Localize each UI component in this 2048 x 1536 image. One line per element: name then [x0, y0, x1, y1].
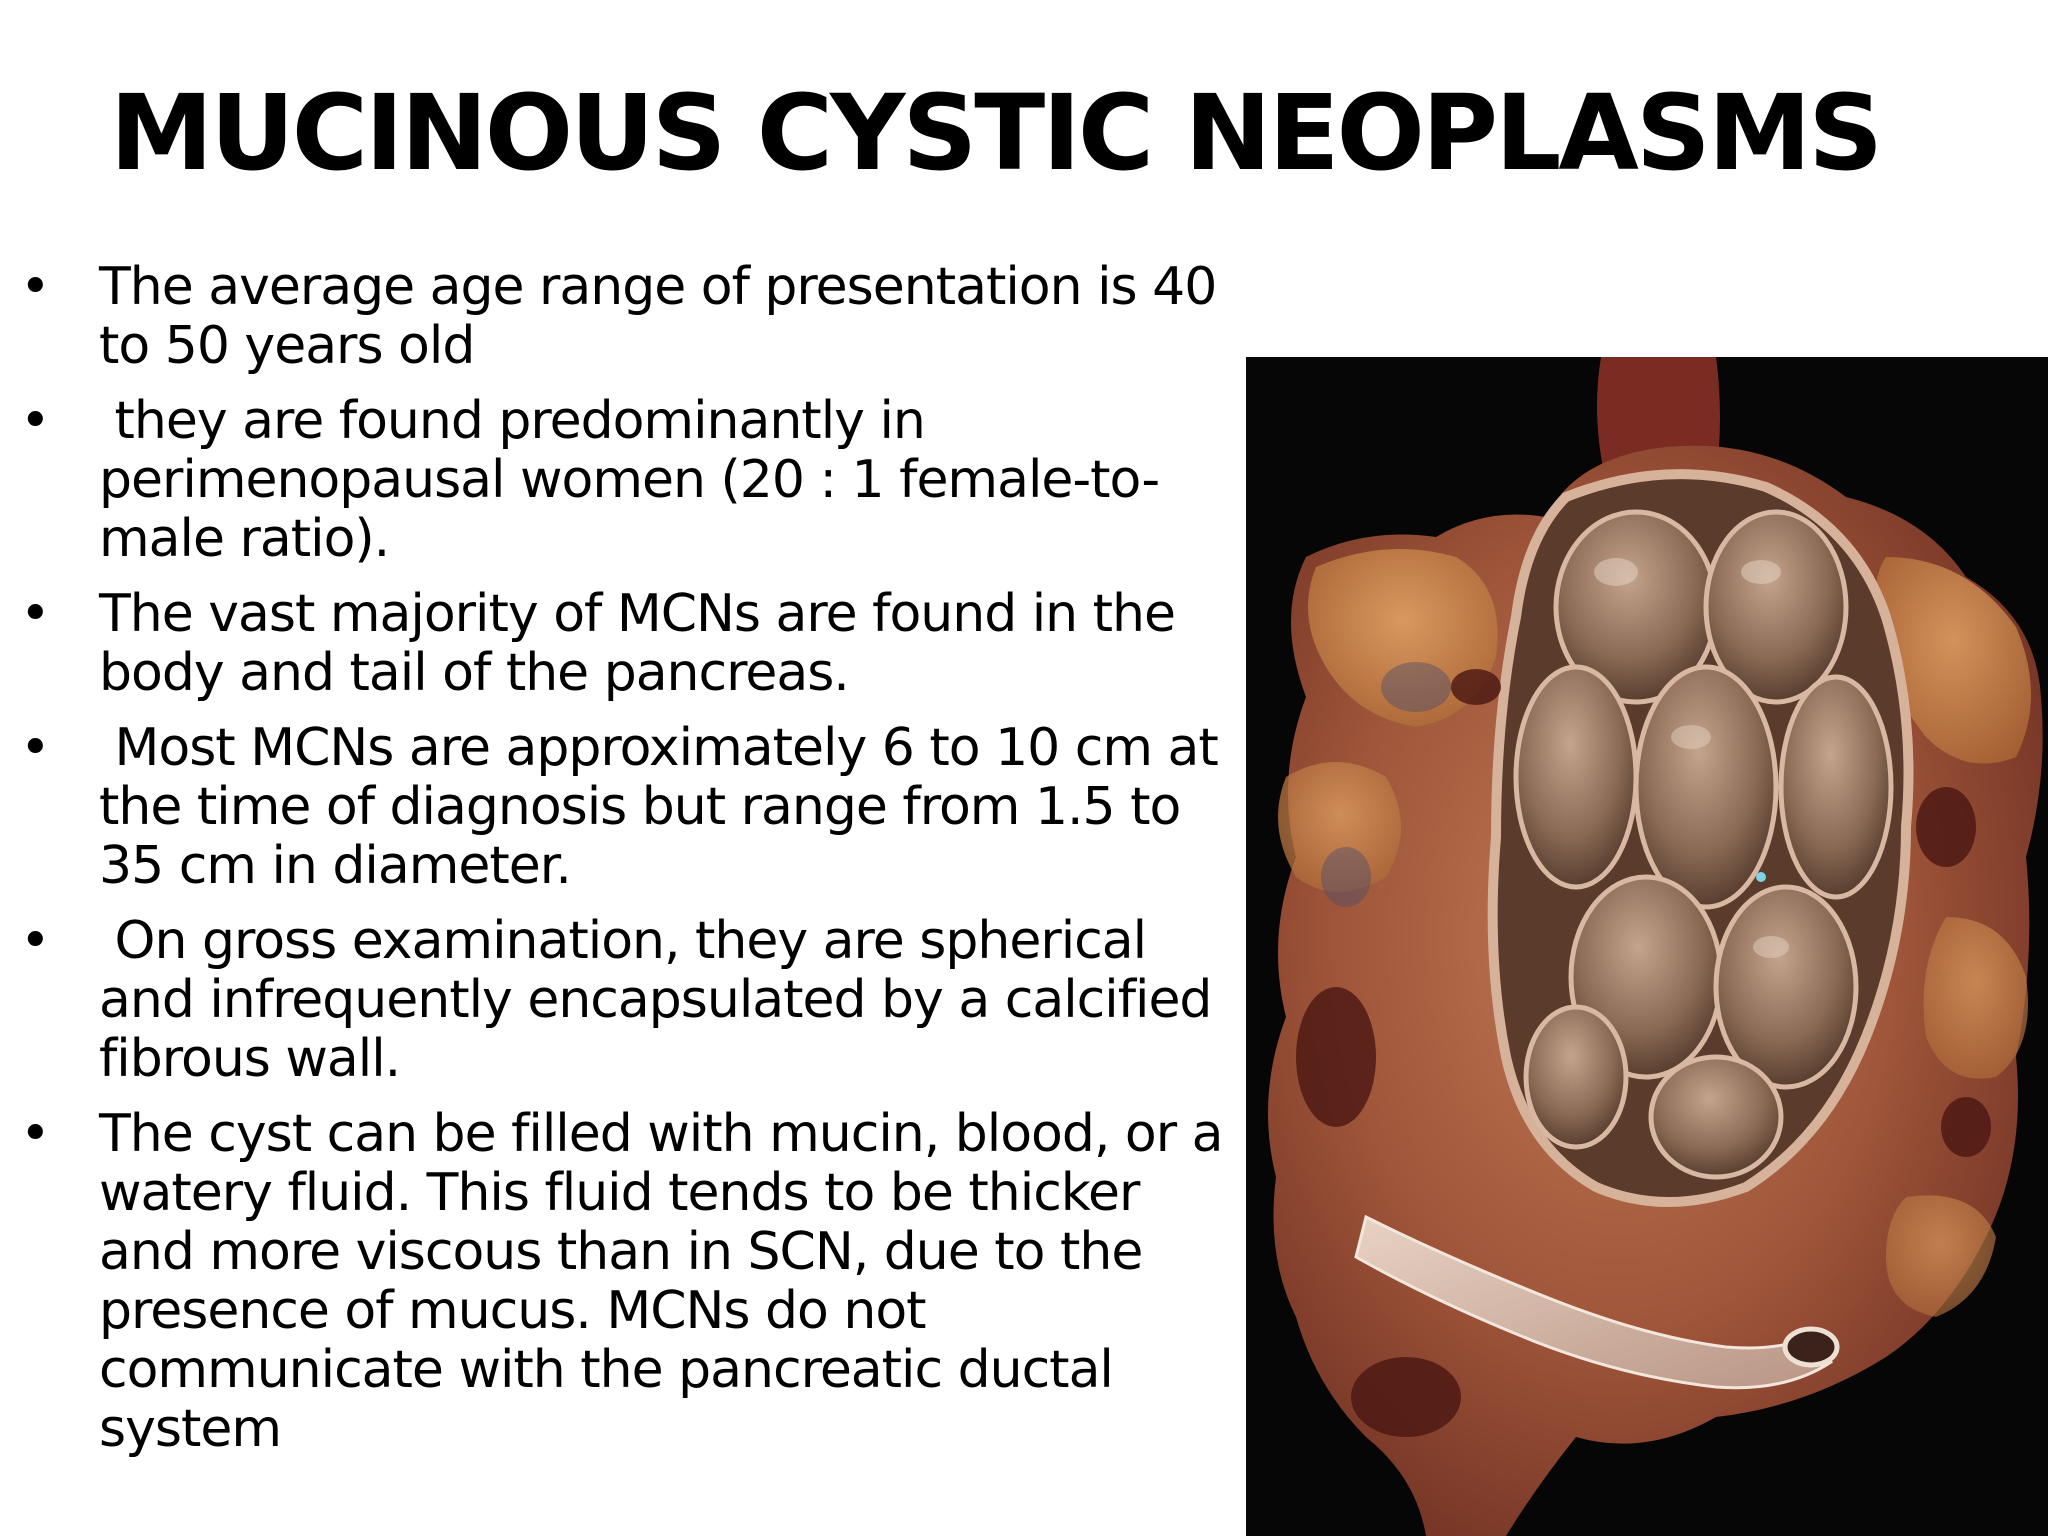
bullet-text: The vast majority of MCNs are found in the body and tail of the pancreas. — [99, 584, 1191, 703]
bullet-text: they are found predominantly in perimenopausal women (20 : 1 female-to-male ratio). — [99, 391, 1160, 569]
bullet-item — [20, 258, 1230, 376]
bullet-dot: • — [20, 584, 50, 644]
bullet-item — [20, 912, 1230, 1089]
bullet-dot: • — [20, 911, 50, 971]
bullet-text: On gross examination, they are spherical and infrequently encapsulated by a calcified fibrous wall. — [99, 911, 1227, 1089]
gross-specimen-photo — [1246, 357, 2048, 1536]
bullet-dot: • — [20, 257, 50, 317]
specimen-illustration — [1246, 357, 2048, 1536]
bullet-item — [20, 1104, 1239, 1459]
bullet-dot: • — [20, 1104, 50, 1164]
bullet-item — [20, 392, 1230, 569]
slide-title: MUCINOUS CYSTIC NEOPLASMS — [109, 72, 1881, 194]
bullet-dot: • — [20, 391, 50, 451]
duct-lumen — [1785, 1329, 1837, 1365]
bullet-text: Most MCNs are approximately 6 to 10 cm at the time of diagnosis but range from 1.5 to 35 cm in diameter. — [99, 718, 1234, 896]
bullet-text: The average age range of presentation is 40 to 50 years old — [99, 257, 1232, 376]
bullet-item — [20, 718, 1234, 896]
bullet-dot: • — [20, 718, 50, 778]
bullet-list — [20, 257, 1239, 1475]
bullet-item — [20, 585, 1230, 703]
bullet-text: The cyst can be filled with mucin, blood, or a watery fluid. This fluid tends to be thicker and more viscous than in SCN, due to the presence of mucus. MCNs do not communicate with the pancreatic ductal system — [99, 1104, 1239, 1459]
